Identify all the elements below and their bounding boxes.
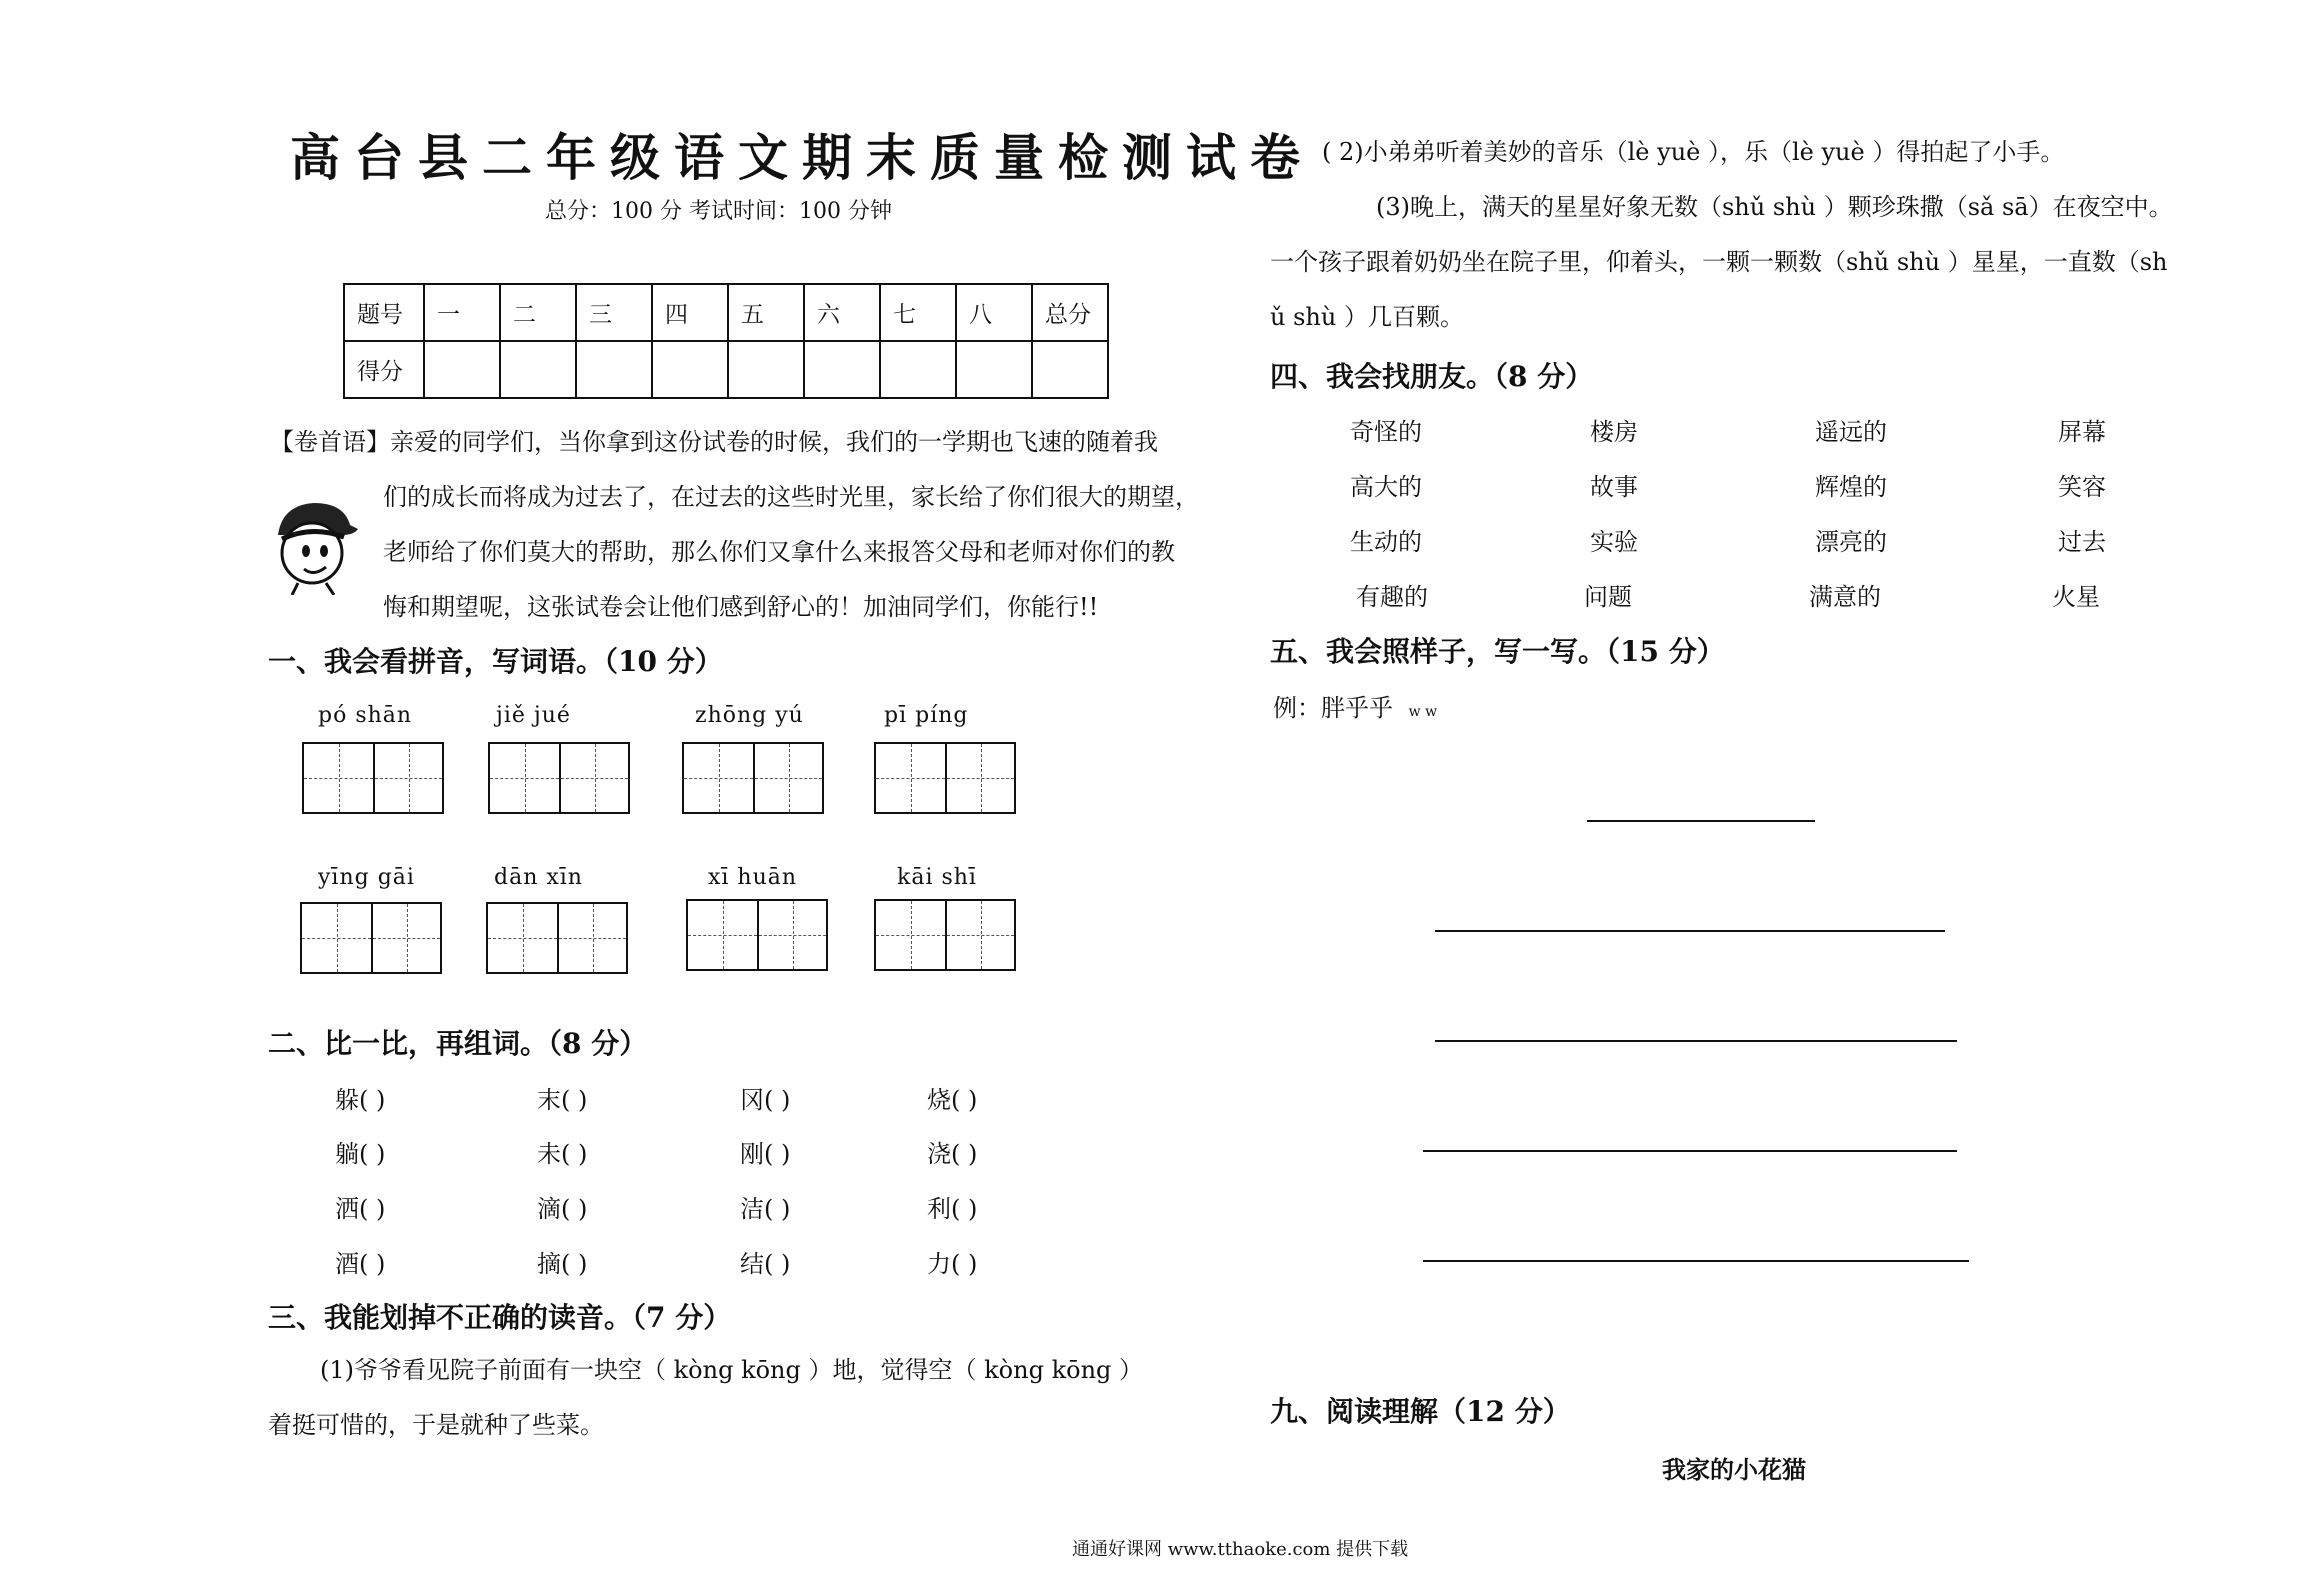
footer-credit: 通通好课网 www.tthaoke.com 提供下载 xyxy=(1072,1539,1409,1560)
score-cell-empty[interactable] xyxy=(424,341,500,398)
score-table xyxy=(343,283,1109,399)
compare-item: 末( ) xyxy=(537,1086,588,1114)
compare-item: 躲( ) xyxy=(335,1086,386,1114)
writing-boxes[interactable] xyxy=(686,899,828,971)
score-table-score-row xyxy=(344,341,1108,398)
match-word[interactable]: 生动的 xyxy=(1350,528,1422,556)
match-word[interactable]: 满意的 xyxy=(1809,583,1881,611)
score-cell-empty[interactable] xyxy=(576,341,652,398)
score-cell: 五 xyxy=(728,284,804,341)
question-line: (3)晚上，满天的星星好象无数（shǔ shù ）颗珍珠撒（sǎ sā）在夜空中。 xyxy=(1376,193,2173,221)
score-cell-empty[interactable] xyxy=(1032,341,1108,398)
question-line: ( 2)小弟弟听着美妙的音乐（lè yuè ），乐（lè yuè ）得拍起了小手。 xyxy=(1322,138,2065,166)
answer-line[interactable] xyxy=(1423,1150,1957,1152)
score-cell: 七 xyxy=(880,284,956,341)
pinyin-label: zhōng yú xyxy=(695,703,804,728)
answer-line[interactable] xyxy=(1423,1260,1969,1262)
match-word[interactable]: 笑容 xyxy=(2058,473,2106,501)
writing-boxes[interactable] xyxy=(488,742,630,814)
match-word[interactable]: 有趣的 xyxy=(1356,583,1428,611)
score-cell: 八 xyxy=(956,284,1032,341)
writing-boxes[interactable] xyxy=(682,742,824,814)
score-table-header-row xyxy=(344,284,1108,341)
story-title: 我家的小花猫 xyxy=(1662,1455,1806,1484)
compare-item: 刚( ) xyxy=(740,1140,791,1168)
score-cell: 三 xyxy=(576,284,652,341)
section-heading: 五、我会照样子，写一写。（15 分） xyxy=(1270,635,1725,668)
pinyin-label: kāi shī xyxy=(897,865,977,890)
intro-line: 【卷首语】亲爱的同学们，当你拿到这份试卷的时候，我们的一学期也飞速的随着我 xyxy=(270,428,1158,456)
score-cell-empty[interactable] xyxy=(728,341,804,398)
match-word[interactable]: 奇怪的 xyxy=(1350,418,1422,446)
compare-item: 烧( ) xyxy=(927,1086,978,1114)
section-heading: 九、阅读理解（12 分） xyxy=(1270,1395,1571,1428)
score-cell-empty[interactable] xyxy=(500,341,576,398)
pinyin-label: dān xīn xyxy=(494,865,583,890)
score-cell: 得分 xyxy=(344,341,424,398)
match-word[interactable]: 问题 xyxy=(1584,583,1632,611)
pinyin-label: xī huān xyxy=(708,865,798,890)
section-heading: 三、我能划掉不正确的读音。（7 分） xyxy=(268,1301,732,1334)
writing-boxes[interactable] xyxy=(874,742,1016,814)
match-word[interactable]: 屏幕 xyxy=(2058,418,2106,446)
match-word[interactable]: 过去 xyxy=(2058,528,2106,556)
match-word[interactable]: 楼房 xyxy=(1590,418,1638,446)
question-line: (1)爷爷看见院子前面有一块空（ kòng kōng ）地，觉得空（ kòng kōng ） xyxy=(320,1356,1144,1384)
pinyin-label: pó shān xyxy=(318,703,413,728)
section-heading: 二、比一比，再组词。（8 分） xyxy=(268,1027,648,1060)
writing-boxes[interactable] xyxy=(486,902,628,974)
pinyin-label: yīng gāi xyxy=(318,865,415,890)
question-line: ǔ shù ）几百颗。 xyxy=(1270,303,1464,331)
intro-line: 老师给了你们莫大的帮助，那么你们又拿什么来报答父母和老师对你们的教 xyxy=(383,538,1175,566)
compare-item: 利( ) xyxy=(927,1195,978,1223)
writing-boxes[interactable] xyxy=(302,742,444,814)
compare-item: 摘( ) xyxy=(537,1250,588,1278)
match-word[interactable]: 高大的 xyxy=(1350,473,1422,501)
compare-item: 未( ) xyxy=(537,1140,588,1168)
intro-line: 悔和期望呢，这张试卷会让他们感到舒心的！加油同学们，你能行!! xyxy=(383,593,1099,621)
compare-item: 结( ) xyxy=(740,1250,791,1278)
answer-line[interactable] xyxy=(1435,930,1945,932)
score-cell: 总分 xyxy=(1032,284,1108,341)
match-word[interactable]: 遥远的 xyxy=(1815,418,1887,446)
pinyin-label: jiě jué xyxy=(496,703,571,728)
match-word[interactable]: 故事 xyxy=(1590,473,1638,501)
pinyin-label: pī píng xyxy=(884,703,969,728)
compare-item: 洒( ) xyxy=(335,1195,386,1223)
match-word[interactable]: 火星 xyxy=(2052,583,2100,611)
compare-item: 浇( ) xyxy=(927,1140,978,1168)
match-word[interactable]: 辉煌的 xyxy=(1815,473,1887,501)
compare-item: 洁( ) xyxy=(740,1195,791,1223)
page-title: 高台县二年级语文期末质量检测试卷 xyxy=(290,128,1314,187)
score-cell-empty[interactable] xyxy=(880,341,956,398)
compare-item: 冈( ) xyxy=(740,1086,791,1114)
writing-boxes[interactable] xyxy=(874,899,1016,971)
writing-boxes[interactable] xyxy=(300,902,442,974)
compare-item: 躺( ) xyxy=(335,1140,386,1168)
match-word[interactable]: 漂亮的 xyxy=(1815,528,1887,556)
score-cell-empty[interactable] xyxy=(956,341,1032,398)
example-text xyxy=(1273,688,1437,723)
compare-item: 滴( ) xyxy=(537,1195,588,1223)
section-heading: 四、我会找朋友。（8 分） xyxy=(1270,360,1594,393)
score-cell: 二 xyxy=(500,284,576,341)
score-cell: 六 xyxy=(804,284,880,341)
score-cell: 一 xyxy=(424,284,500,341)
answer-line[interactable] xyxy=(1435,1040,1957,1042)
example-word: 例：胖乎乎 xyxy=(1273,694,1393,722)
example-pinyin-hint: w w xyxy=(1408,704,1438,720)
score-cell-empty[interactable] xyxy=(804,341,880,398)
score-cell: 题号 xyxy=(344,284,424,341)
question-line: 着挺可惜的，于是就种了些菜。 xyxy=(268,1411,604,1439)
section-heading: 一、我会看拼音，写词语。（10 分） xyxy=(268,645,723,678)
question-line: 一个孩子跟着奶奶坐在院子里，仰着头，一颗一颗数（shǔ shù ）星星，一直数（sh xyxy=(1270,248,2168,276)
score-cell-empty[interactable] xyxy=(652,341,728,398)
cartoon-boy-icon xyxy=(268,495,360,595)
match-word[interactable]: 实验 xyxy=(1590,528,1638,556)
score-cell: 四 xyxy=(652,284,728,341)
compare-item: 酒( ) xyxy=(335,1250,386,1278)
compare-item: 力( ) xyxy=(927,1250,978,1278)
intro-line: 们的成长而将成为过去了，在过去的这些时光里，家长给了你们很大的期望， xyxy=(383,483,1199,511)
exam-meta: 总分：100 分 考试时间：100 分钟 xyxy=(545,199,892,224)
answer-line[interactable] xyxy=(1587,820,1815,822)
